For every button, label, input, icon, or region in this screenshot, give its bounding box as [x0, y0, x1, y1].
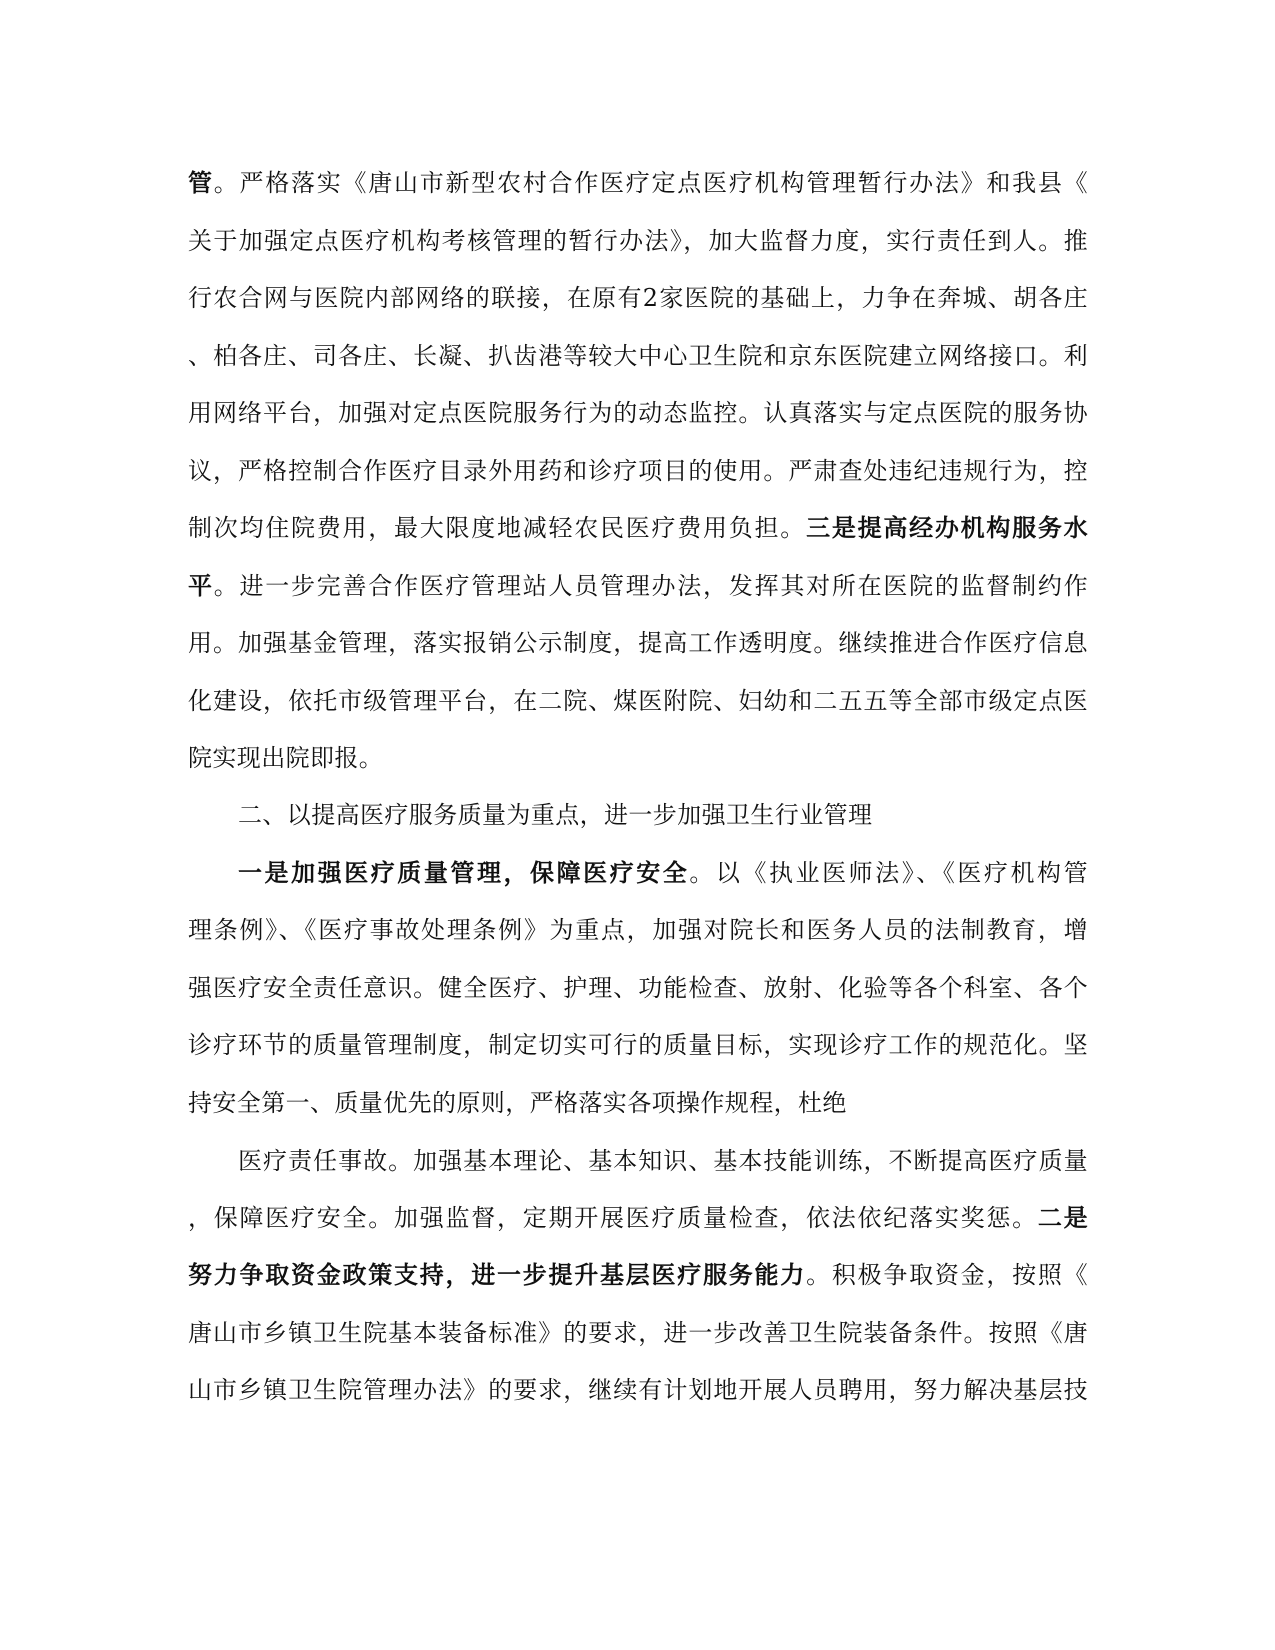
- line-text: 用。加强基金管理，落实报销公示制度，提高工作透明度。继续推进合作医疗信息: [188, 629, 1088, 657]
- line-text: 。进一步完善合作医疗管理站人员管理办法，发挥其对所在医院的监督制约作: [213, 572, 1088, 600]
- line-text: 、柏各庄、司各庄、长凝、扒齿港等较大中心卫生院和京东医院建立网络接口。利: [188, 342, 1088, 370]
- bold-heading-fragment: 平: [188, 571, 214, 600]
- text-line-15: [188, 968, 1088, 1008]
- text-line-1: [188, 163, 1088, 203]
- text-line-13: [238, 853, 1088, 893]
- text-line-16: [188, 1025, 1088, 1065]
- text-line-17: [188, 1083, 1088, 1123]
- line-text: 制次均住院费用，最大限度地减轻农民医疗费用负担。: [188, 514, 807, 542]
- text-line-8: [188, 566, 1088, 606]
- text-line-14: [188, 910, 1088, 950]
- text-line-9: [188, 623, 1088, 663]
- line-text: 。严格落实《唐山市新型农村合作医疗定点医疗机构管理暂行办法》和我县《: [213, 169, 1088, 197]
- text-line-20: [188, 1255, 1088, 1295]
- text-line-5: [188, 393, 1088, 433]
- text-line-21: [188, 1313, 1088, 1353]
- text-line-11: [188, 738, 1088, 778]
- line-text: 行农合网与医院内部网络的联接，在原有2家医院的基础上，力争在奔城、胡各庄: [188, 284, 1088, 312]
- bold-heading-fragment: 一是加强医疗质量管理，保障医疗安全: [238, 858, 690, 887]
- line-text: 化建设，依托市级管理平台，在二院、煤医附院、妇幼和二五五等全部市级定点医: [188, 687, 1088, 715]
- line-text: 强医疗安全责任意识。健全医疗、护理、功能检查、放射、化验等各个科室、各个: [188, 974, 1088, 1002]
- line-text: 唐山市乡镇卫生院基本装备标准》的要求，进一步改善卫生院装备条件。按照《唐: [188, 1319, 1088, 1347]
- text-line-19: [188, 1198, 1088, 1238]
- line-text: 医疗责任事故。加强基本理论、基本知识、基本技能训练，不断提高医疗质量: [238, 1147, 1088, 1175]
- line-text: 。积极争取资金，按照《: [806, 1261, 1088, 1289]
- bold-heading-fragment: 三是提高经办机构服务水: [806, 513, 1088, 542]
- bold-heading-fragment: 努力争取资金政策支持，进一步提升基层医疗服务能力: [188, 1260, 807, 1289]
- text-line-6: [188, 451, 1088, 491]
- line-text: 议，严格控制合作医疗目录外用药和诊疗项目的使用。严肃查处违纪违规行为，控: [188, 457, 1088, 485]
- section-heading: [238, 795, 1088, 835]
- bold-heading-fragment: 二是: [1037, 1203, 1088, 1232]
- line-text: 二、以提高医疗服务质量为重点，进一步加强卫生行业管理: [238, 801, 873, 829]
- text-line-22: [188, 1370, 1088, 1410]
- text-line-4: [188, 336, 1088, 376]
- bold-heading-fragment: 管: [188, 168, 214, 197]
- line-text: 用网络平台，加强对定点医院服务行为的动态监控。认真落实与定点医院的服务协: [188, 399, 1088, 427]
- text-line-18: [238, 1141, 1088, 1181]
- line-text: 诊疗环节的质量管理制度，制定切实可行的质量目标，实现诊疗工作的规范化。坚: [188, 1031, 1088, 1059]
- line-text: 理条例》、《医疗事故处理条例》为重点，加强对院长和医务人员的法制教育，增: [188, 916, 1088, 944]
- text-line-2: [188, 221, 1088, 261]
- line-text: 关于加强定点医疗机构考核管理的暂行办法》，加大监督力度，实行责任到人。推: [188, 227, 1088, 255]
- text-line-10: [188, 681, 1088, 721]
- text-line-3: [188, 278, 1088, 318]
- line-text: 院实现出院即报。: [188, 744, 384, 772]
- line-text: 。以《执业医师法》、《医疗机构管: [689, 859, 1088, 887]
- text-line-7: [188, 508, 1088, 548]
- line-text: 山市乡镇卫生院管理办法》的要求，继续有计划地开展人员聘用，努力解决基层技: [188, 1376, 1088, 1404]
- line-text: 持安全第一、质量优先的原则，严格落实各项操作规程，杜绝: [188, 1089, 847, 1117]
- line-text: ，保障医疗安全。加强监督，定期开展医疗质量检查，依法依纪落实奖惩。: [188, 1204, 1038, 1232]
